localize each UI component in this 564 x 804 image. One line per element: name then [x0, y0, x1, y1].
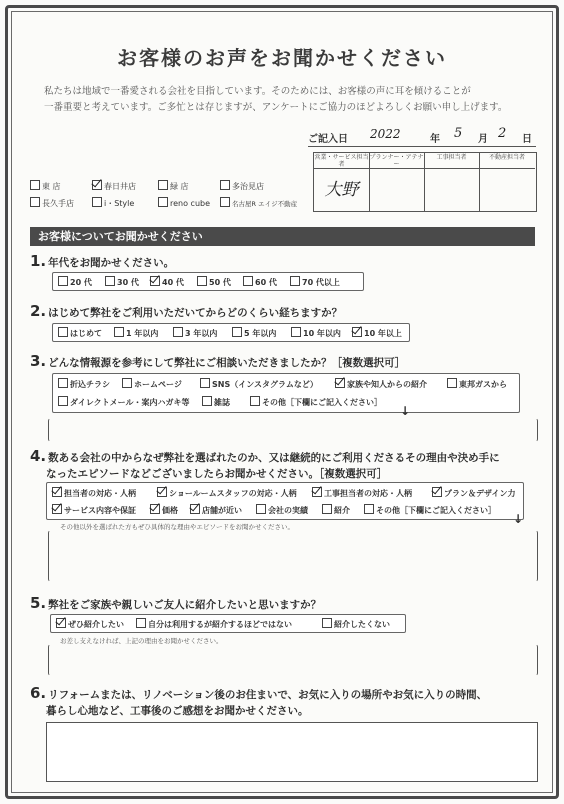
q5-option[interactable]: 自分は利用するが紹介するほどではない [136, 618, 292, 630]
checkbox-checked-icon[interactable] [157, 487, 167, 497]
q4-option[interactable]: 工事担当者の対応・人柄 [312, 487, 412, 499]
checkbox-checked-icon[interactable] [56, 618, 66, 628]
q3-option[interactable]: ホームページ [122, 378, 182, 390]
q2-option[interactable]: 10 年以上 [352, 327, 402, 339]
q3-option[interactable]: 家族や知人からの紹介 [335, 378, 427, 390]
checkbox-checked-icon[interactable] [92, 180, 102, 190]
question-4: 4. 数ある会社の中からなぜ弊社を選ばれたのか、又は継続的にご利用くださるその理由や決め手に なったエピソードなどございましたらお聞かせください。［複数選択可］ [30, 447, 500, 480]
checkbox-icon[interactable] [220, 180, 230, 190]
checkbox-icon[interactable] [200, 378, 210, 388]
store-option[interactable]: 緑 店 [158, 180, 189, 192]
q3-option[interactable]: ダイレクトメール・案内ハガキ等 [58, 396, 189, 408]
checkbox-checked-icon[interactable] [312, 487, 322, 497]
checkbox-icon[interactable] [447, 378, 457, 388]
q2-option[interactable]: はじめて [58, 327, 102, 339]
checkbox-checked-icon[interactable] [190, 504, 200, 514]
q1-option[interactable]: 60 代 [243, 276, 277, 288]
question-3: 3. どんな情報源を参考にして弊社にご相談いただきましたか？［複数選択可］ [30, 352, 406, 370]
staff-col-sales: 営業・サービス担当者 大野 [314, 153, 370, 211]
date-year-value[interactable]: 2022 [370, 127, 401, 141]
staff-col-construction: 工事担当者 [424, 153, 480, 211]
q4-option[interactable]: 店舗が近い [190, 504, 242, 516]
checkbox-icon[interactable] [122, 378, 132, 388]
q3-option[interactable]: 雑誌 [202, 396, 230, 408]
q3-option[interactable]: 折込チラシ [58, 378, 110, 390]
q1-option[interactable]: 40 代 [150, 276, 184, 288]
checkbox-icon[interactable] [364, 504, 374, 514]
question-2: 2. はじめて弊社をご利用いただいてからどのくらい経ちますか？ [30, 302, 343, 320]
store-option[interactable]: 長久手店 [30, 197, 74, 209]
checkbox-icon[interactable] [58, 327, 68, 337]
intro-text: 私たちは地域で一番愛される会社を目指しています。そのためには、お客様の声に耳を傾けることが 一番重要と考えています。ご多忙とは存じますが、アンケートにご協力のほどよろしくお願い申し上げます。 [44, 86, 508, 113]
q4-answer-field[interactable] [48, 530, 538, 582]
staff-col-planner: プランナー・アテナー [369, 153, 425, 211]
q5-option[interactable]: ぜひ紹介したい [56, 618, 124, 630]
store-option[interactable]: i・Style [92, 197, 134, 209]
checkbox-checked-icon[interactable] [432, 487, 442, 497]
checkbox-icon[interactable] [202, 396, 212, 406]
q4-option[interactable]: その他［下欄にご記入ください］ [364, 504, 496, 516]
q3-option[interactable]: その他［下欄にご記入ください］ [250, 396, 382, 408]
store-option[interactable]: 名古屋R エイジ不動産 [220, 197, 297, 208]
checkbox-icon[interactable] [250, 396, 260, 406]
question-6: 6. リフォームまたは、リノベーション後のお住まいで、お気に入りの場所やお気に入りの時間、 暮らし心地など、工事後のご感想をお聞かせください。 [30, 684, 488, 717]
checkbox-icon[interactable] [322, 618, 332, 628]
checkbox-icon[interactable] [220, 197, 230, 207]
checkbox-icon[interactable] [173, 327, 183, 337]
checkbox-icon[interactable] [232, 327, 242, 337]
q1-option[interactable]: 70 代以上 [290, 276, 340, 288]
checkbox-icon[interactable] [290, 276, 300, 286]
q6-answer-field[interactable] [46, 722, 538, 782]
q4-option[interactable]: 紹介 [322, 504, 350, 516]
checkbox-icon[interactable] [105, 276, 115, 286]
checkbox-checked-icon[interactable] [52, 504, 62, 514]
store-option[interactable]: 多治見店 [220, 180, 264, 192]
question-1: 1. 年代をお聞かせください。 [30, 252, 175, 270]
checkbox-icon[interactable] [322, 504, 332, 514]
q2-option[interactable]: 5 年以内 [232, 327, 276, 339]
checkbox-icon[interactable] [58, 276, 68, 286]
checkbox-icon[interactable] [30, 197, 40, 207]
checkbox-checked-icon[interactable] [150, 504, 160, 514]
checkbox-icon[interactable] [291, 327, 301, 337]
q4-note: その他以外を選ばれた方もぜひ具体的な理由やエピソードをお聞かせください。 [60, 523, 294, 531]
arrow-down-icon: ↓ [400, 404, 411, 418]
q1-option[interactable]: 50 代 [197, 276, 231, 288]
store-option[interactable]: reno cube [158, 197, 210, 208]
date-day-value[interactable]: 2 [498, 126, 507, 141]
question-5: 5. 弊社をご家族や親しいご友人に紹介したいと思いますか？ [30, 594, 322, 612]
checkbox-icon[interactable] [58, 396, 68, 406]
checkbox-icon[interactable] [197, 276, 207, 286]
checkbox-icon[interactable] [30, 180, 40, 190]
q4-option[interactable]: 担当者の対応・人柄 [52, 487, 136, 499]
q4-option[interactable]: 会社の実績 [256, 504, 308, 516]
date-month-value[interactable]: 5 [454, 126, 463, 141]
checkbox-checked-icon[interactable] [150, 276, 160, 286]
checkbox-icon[interactable] [256, 504, 266, 514]
q5-note: お差し支えなければ、上記の理由をお聞かせください。 [60, 637, 223, 645]
q1-option[interactable]: 30 代 [105, 276, 139, 288]
q5-option[interactable]: 紹介したくない [322, 618, 390, 630]
checkbox-checked-icon[interactable] [52, 487, 62, 497]
q3-option[interactable]: SNS（インスタグラムなど） [200, 378, 318, 390]
checkbox-icon[interactable] [243, 276, 253, 286]
date-row: ご記入日 2022 年 5 月 2 日 [308, 126, 536, 147]
q4-option[interactable]: ショールームスタッフの対応・人柄 [157, 487, 297, 499]
q3-answer-field[interactable] [48, 418, 538, 442]
checkbox-checked-icon[interactable] [335, 378, 345, 388]
section-header: お客様についてお聞かせください [30, 227, 535, 246]
q1-option[interactable]: 20 代 [58, 276, 92, 288]
store-option[interactable]: 東 店 [30, 180, 61, 192]
q4-option[interactable]: プラン＆デザイン力 [432, 487, 515, 499]
q2-option[interactable]: 3 年以内 [173, 327, 217, 339]
q2-option[interactable]: 10 年以内 [291, 327, 341, 339]
checkbox-icon[interactable] [58, 378, 68, 388]
arrow-down-icon: ↓ [513, 512, 524, 526]
store-option[interactable]: 春日井店 [92, 180, 136, 192]
checkbox-icon[interactable] [92, 197, 102, 207]
q3-option[interactable]: 東邦ガスから [447, 378, 507, 390]
q5-answer-field[interactable] [48, 644, 538, 676]
checkbox-icon[interactable] [158, 197, 168, 207]
checkbox-checked-icon[interactable] [352, 327, 362, 337]
staff-table [313, 152, 537, 212]
checkbox-icon[interactable] [158, 180, 168, 190]
q4-option[interactable]: サービス内容や保証 [52, 504, 136, 516]
q2-option[interactable]: 1 年以内 [114, 327, 158, 339]
checkbox-icon[interactable] [114, 327, 124, 337]
staff-col-realestate: 不動産担当者 [479, 153, 535, 211]
q4-option[interactable]: 価格 [150, 504, 178, 516]
page-title: お客様のお声をお聞かせください [117, 46, 447, 70]
checkbox-icon[interactable] [136, 618, 146, 628]
